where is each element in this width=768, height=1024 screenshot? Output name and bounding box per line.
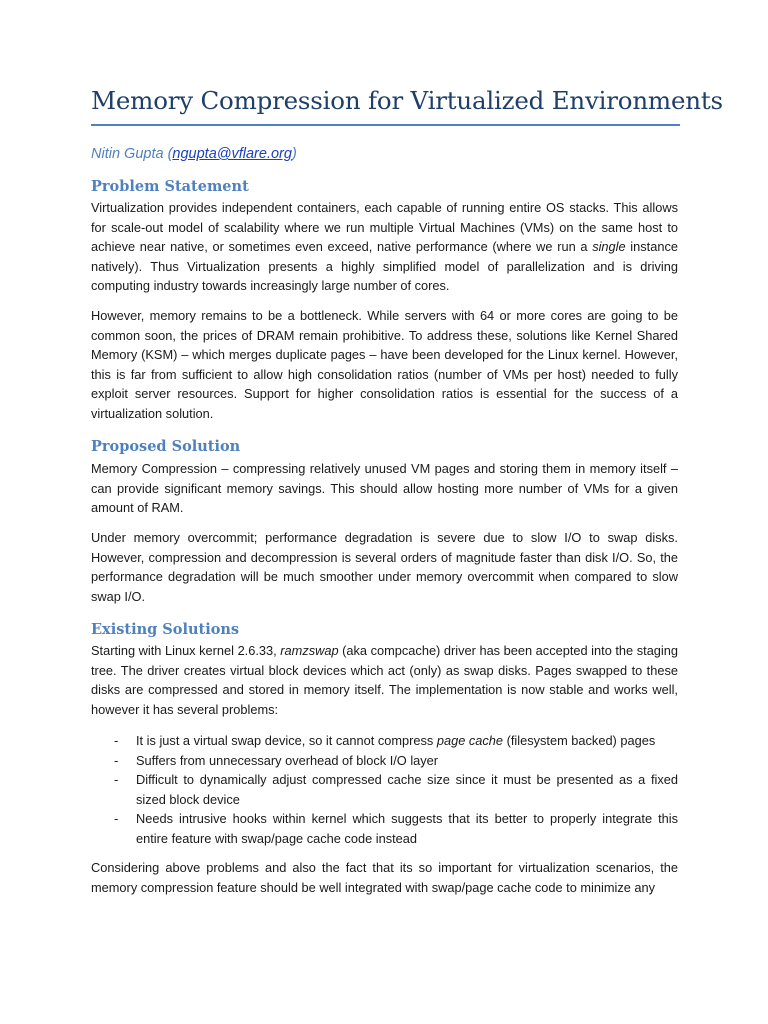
existing-p1-text-end: (aka compcache) driver has been accepted into the staging tree. The driver creates virtual block devices which act (only) as swap disks. Pages swapped to these disks are compressed and stored in memory itself. The implementation is now stable and works well, however it has several problems: xyxy=(91,643,679,717)
existing-paragraph-1 xyxy=(91,641,678,719)
author-name: Nitin Gupta xyxy=(91,146,164,162)
bullet-1-emphasis: page cache xyxy=(436,733,504,748)
heading-problem-statement: Problem Statement xyxy=(91,178,249,195)
list-item xyxy=(91,770,678,809)
author-email-link[interactable]: ngupta@vflare.org xyxy=(172,146,292,162)
bullet-marker: - xyxy=(114,772,119,787)
document-title: Memory Compression for Virtualized Environments xyxy=(91,86,723,115)
list-item xyxy=(91,731,678,751)
problem-p1-emphasis: single xyxy=(592,239,626,254)
bullet-marker: - xyxy=(114,733,119,748)
proposed-paragraph-1: Memory Compression – compressing relatively unused VM pages and storing them in memory itself – can provide significant memory savings. This should allow hosting more number of VMs for a given amount of RAM. xyxy=(91,461,678,515)
problems-list xyxy=(91,731,678,848)
bullet-marker: - xyxy=(114,752,119,768)
problem-p1-text: Virtualization provides independent containers, each capable of running entire OS stacks. This allows for scale-out model of scalability where we run multiple Virtual Machines (VMs) on the same host to achieve near native, or sometimes even exceed, native performance (where we run a xyxy=(91,200,678,254)
problem-p1-text-end: instance natively). Thus Virtualization presents a highly simplified model of parallelization and is driving computing industry towards increasingly large number of cores. xyxy=(91,239,678,293)
list-item xyxy=(91,751,678,771)
heading-existing-solutions: Existing Solutions xyxy=(91,621,240,638)
bullet-1-text: It is just a virtual swap device, so it cannot compress xyxy=(136,733,437,748)
existing-paragraph-2: Considering above problems and also the fact that its so important for virtualization scenarios, the memory compression feature should be well integrated with swap/page cache code to minimize any xyxy=(91,860,678,895)
existing-p1-text: Starting with Linux kernel 2.6.33, xyxy=(91,643,281,658)
author-close-paren: ) xyxy=(291,146,297,162)
list-item xyxy=(91,809,678,848)
bullet-2-text: Suffers from unnecessary overhead of block I/O layer xyxy=(136,752,439,768)
existing-p1-emphasis: ramzswap xyxy=(280,643,339,658)
bullet-marker: - xyxy=(114,811,119,826)
heading-proposed-solution: Proposed Solution xyxy=(91,438,241,455)
author-line xyxy=(91,146,297,162)
author-open-paren: ( xyxy=(167,146,173,162)
proposed-paragraph-2: Under memory overcommit; performance degradation is severe due to slow I/O to swap disks. However, compression and decompression is several orders of magnitude faster than disk I/O. So, the performance degradation will be much smoother under memory overcommit when compared to slow swap I/O. xyxy=(91,530,678,604)
problem-paragraph-2: However, memory remains to be a bottleneck. While servers with 64 or more cores are going to be common soon, the prices of DRAM remain prohibitive. To address these, solutions like Kernel Shared Memory (KSM) – which merges duplicate pages – have been developed for the Linux kernel. However, this is far from sufficient to allow high consolidation ratios (number of VMs per host) needed to fully exploit server resources. Support for higher consolidation ratios is essential for the success of a virtualization solution. xyxy=(91,308,678,421)
title-underline xyxy=(91,124,680,126)
bullet-3-text: Difficult to dynamically adjust compressed cache size since it must be presented as a fixed sized block device xyxy=(136,772,678,807)
problem-paragraph-1 xyxy=(91,198,678,296)
bullet-1-text-end: (filesystem backed) pages xyxy=(503,733,656,748)
bullet-4-text: Needs intrusive hooks within kernel which suggests that its better to properly integrate this entire feature with swap/page cache code instead xyxy=(136,811,678,846)
